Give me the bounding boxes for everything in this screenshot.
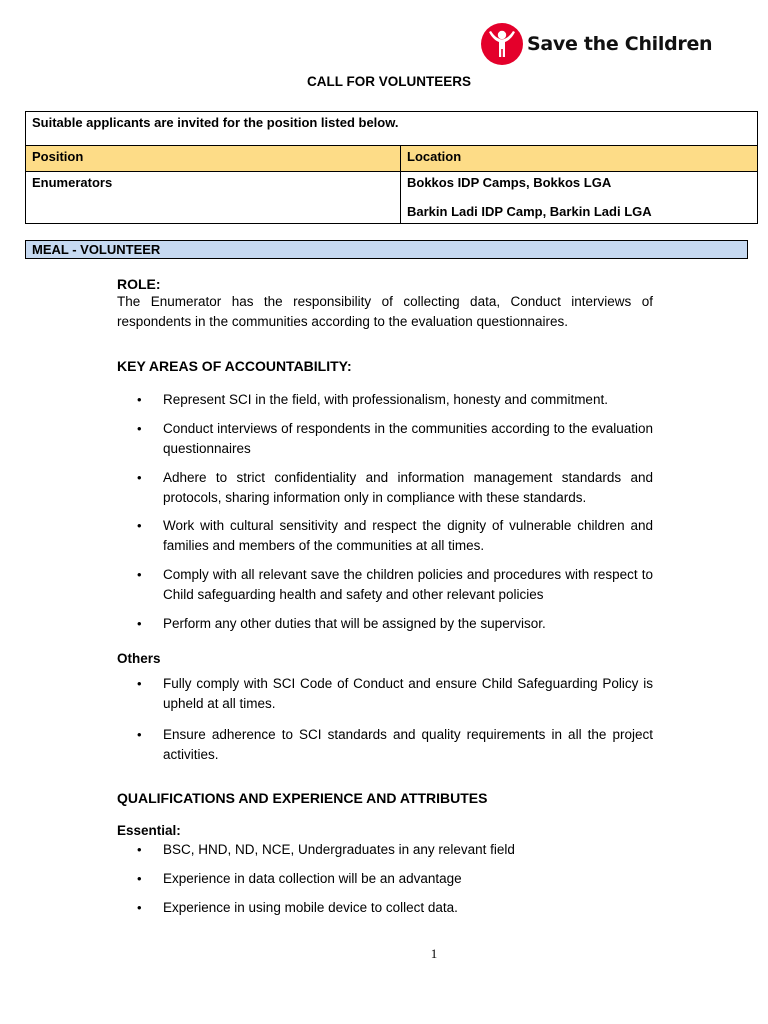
table-intro: Suitable applicants are invited for the position listed below. [26, 112, 758, 146]
save-the-children-logo [480, 22, 712, 66]
role-section [117, 276, 653, 332]
list-item: • Work with cultural sensitivity and respect the dignity of vulnerable children and families and members of the communities at all times. [117, 516, 653, 555]
others-heading: Others [117, 651, 161, 666]
accountability-list [117, 468, 653, 507]
cell-position: Enumerators [26, 172, 401, 224]
accountability-list [117, 565, 653, 604]
list-item: • Represent SCI in the field, with professionalism, honesty and commitment. [117, 390, 653, 410]
child-figure-icon [480, 22, 524, 66]
qualifications-heading: QUALIFICATIONS AND EXPERIENCE AND ATTRIBUTES [117, 790, 488, 806]
list-item: • Adhere to strict confidentiality and information management standards and protocols, sharing information only in compliance with these standards. [117, 468, 653, 507]
qualifications-list [117, 898, 653, 918]
location-line: Bokkos IDP Camps, Bokkos LGA [407, 175, 612, 190]
brand-name: Save the Children [527, 33, 713, 55]
list-item: • BSC, HND, ND, NCE, Undergraduates in any relevant field [117, 840, 653, 860]
accountability-heading: KEY AREAS OF ACCOUNTABILITY: [117, 358, 352, 374]
list-item: • Conduct interviews of respondents in the communities according to the evaluation questionnaires [117, 419, 653, 458]
location-line: Barkin Ladi IDP Camp, Barkin Ladi LGA [407, 204, 652, 219]
qualifications-list [117, 869, 653, 889]
qualifications-list [117, 840, 653, 860]
accountability-list [117, 516, 653, 555]
accountability-list [117, 390, 653, 410]
list-item: • Comply with all relevant save the children policies and procedures with respect to Child safeguarding health and safety and other relevant policies [117, 565, 653, 604]
header-position: Position [26, 146, 401, 172]
list-item: • Ensure adherence to SCI standards and quality requirements in all the project activities. [117, 725, 653, 764]
cell-location [401, 172, 758, 224]
list-item: • Experience in data collection will be an advantage [117, 869, 653, 889]
page-number: 1 [430, 946, 438, 961]
list-item: • Perform any other duties that will be assigned by the supervisor. [117, 614, 653, 634]
essential-heading: Essential: [117, 823, 181, 838]
accountability-list [117, 614, 653, 634]
section-bar: MEAL - VOLUNTEER [25, 240, 748, 259]
others-list [117, 725, 653, 764]
role-text: The Enumerator has the responsibility of collecting data, Conduct interviews of respondents in the communities according to the evaluation questionnaires. [117, 294, 653, 329]
others-list [117, 674, 653, 713]
accountability-list [117, 419, 653, 458]
page-title: CALL FOR VOLUNTEERS [306, 74, 471, 89]
list-item: • Experience in using mobile device to collect data. [117, 898, 653, 918]
header-location: Location [401, 146, 758, 172]
position-table [25, 111, 758, 224]
list-item: • Fully comply with SCI Code of Conduct and ensure Child Safeguarding Policy is upheld at all times. [117, 674, 653, 713]
role-heading: ROLE: [117, 276, 161, 292]
